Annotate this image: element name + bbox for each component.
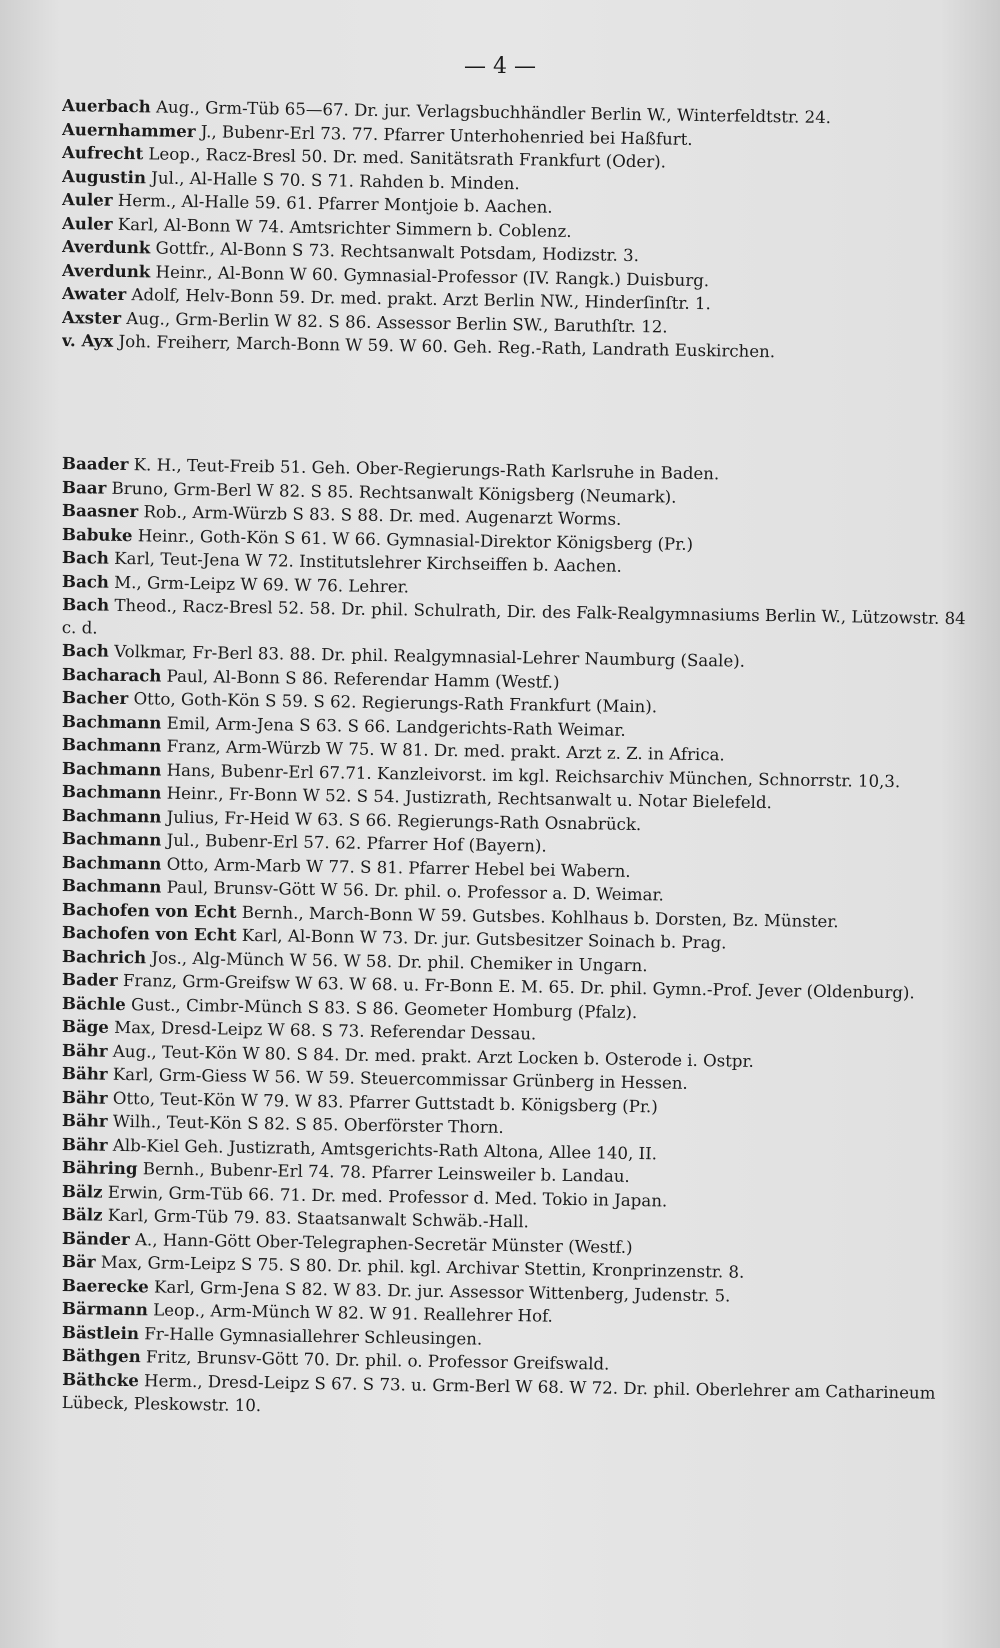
entry-detail: Joh. Freiherr, March-Bonn W 59. W 60. Geh. Reg.-Rath, Landrath Euskirchen. [118,331,776,362]
entry-detail: Aug., Grm-Berlin W 82. S 86. Assessor Berlin SW., Baruthſtr. 12. [126,308,668,337]
entry-detail: Karl, Grm-Tüb 79. 83. Staatsanwalt Schwäb.-Hall. [107,1205,530,1232]
entry-detail: Wilh., Teut-Kön S 82. S 85. Oberförster Thorn. [112,1111,504,1137]
entry-detail: Adolf, Helv-Bonn 59. Dr. med. prakt. Arzt Berlin NW., Hinderſinſtr. 1. [131,285,711,314]
entry-detail: Fr-Halle Gymnasiallehrer Schleusingen. [144,1323,483,1349]
entry-group-a [61,94,967,362]
entry-detail: Herm., Dresd-Leipz S 67. S 73. u. Grm-Berl W 68. W 72. Dr. phil. Oberlehrer am Catharineum Lübeck, Pleskowstr. 10. [61,1370,936,1415]
entry-surname: Bäthgen [61,1345,141,1367]
entry-detail: Aug., Teut-Kön W 80. S 84. Dr. med. prakt. Arzt Locken b. Osterode i. Ostpr. [112,1041,755,1071]
entry-surname: Bachmann [61,828,162,850]
entry-surname: Averdunk [61,236,151,258]
entry-detail: Otto, Teut-Kön W 79. W 83. Pfarrer Guttstadt b. Königsberg (Pr.) [112,1088,658,1116]
entry-surname: Bäthcke [62,1368,140,1390]
entry-detail: Otto, Goth-Kön S 59. S 62. Regierungs-Rath Frankfurt (Main). [133,689,658,717]
entry-surname: Bälz [61,1204,103,1225]
entry-detail: Rob., Arm-Würzb S 83. S 88. Dr. med. Augenarzt Worms. [143,502,622,529]
entry-surname: Bachofen von Echt [61,922,237,945]
entry-surname: Bär [61,1251,96,1272]
entry-detail: Jul., Bubenr-Erl 57. 62. Pfarrer Hof (Bayern). [166,830,547,856]
entry-surname: Bacharach [61,663,162,686]
entry-detail: Bernh., Bubenr-Erl 74. 78. Pfarrer Leinsweiler b. Landau. [142,1159,630,1186]
entry-surname: Bähr [61,1133,108,1155]
entry-detail: A., Hann-Gött Ober-Telegraphen-Secretär Münster (Westf.) [134,1229,633,1257]
entry-surname: Auler [61,212,113,234]
entry-detail: Hans, Bubenr-Erl 67.71. Kanzleivorst. im kgl. Reichsarchiv München, Schnorrstr. 10,3. [166,760,901,791]
entry-surname: Bach [61,640,110,661]
entry-detail: Theod., Racz-Bresl 52. 58. Dr. phil. Schulrath, Dir. des Falk-Realgymnasiums Berlin W., Lützowstr. 84 c. d. [61,595,966,638]
entry-surname: Bächle [61,992,126,1014]
entry-detail: Gottfr., Al-Bonn S 73. Rechtsanwalt Potsdam, Hodizstr. 3. [155,238,640,266]
entry-surname: Bachmann [61,757,162,780]
entry-detail: Max, Dresd-Leipz W 68. S 73. Referendar Dessau. [114,1017,537,1044]
entry-surname: Bärmann [61,1298,149,1320]
entry-group-b [62,452,967,1414]
entry-detail: J., Bubenr-Erl 73. 77. Pfarrer Unterhohenried bei Haßfurt. [200,121,693,149]
entry-surname: Axster [61,306,122,328]
entry-surname: Bader [61,969,118,990]
entry-detail: Franz, Arm-Würzb W 75. W 81. Dr. med. prakt. Arzt z. Z. in Africa. [166,736,725,765]
entry-surname: Bachmann [61,851,162,874]
entry-detail: Bernh., March-Bonn W 59. Gutsbes. Kohlhaus b. Dorsten, Bz. Münster. [241,902,839,931]
entry-detail: Karl, Grm-Jena S 82. W 83. Dr. jur. Assessor Wittenberg, Judenstr. 5. [153,1276,731,1305]
entry-detail: Bruno, Grm-Berl W 82. S 85. Rechtsanwalt Königsberg (Neumark). [111,478,677,507]
entry-detail: Volkmar, Fr-Berl 83. 88. Dr. phil. Realgymnasial-Lehrer Naumburg (Saale). [114,641,746,671]
entry-surname: Bälz [61,1180,103,1202]
entry-surname: Bacher [61,687,129,709]
entry-detail: Heinr., Goth-Kön S 61. W 66. Gymnasial-Direktor Königsberg (Pr.) [137,525,694,554]
entry-surname: Auler [61,189,113,210]
entry-surname: Augustin [61,165,147,187]
entry-surname: v. Ayx [61,330,114,351]
entry-surname: Bachmann [61,804,162,827]
entry-detail: M., Grm-Leipz W 69. W 76. Lehrer. [114,572,410,596]
entry-surname: Bachmann [61,781,162,803]
entry-surname: Baader [61,453,129,475]
entry-surname: Baerecke [61,1274,149,1296]
entry-detail: Franz, Grm-Greifsw W 63. W 68. u. Fr-Bonn E. M. 65. Dr. phil. Gymn.-Prof. Jever (Oldenburg). [122,970,915,1003]
entry-surname: Bästlein [61,1321,140,1343]
entry-detail: Karl, Grm-Giess W 56. W 59. Steuercommissar Grünberg in Hessen. [112,1064,688,1093]
entry-surname: Baar [61,476,107,498]
entry-surname: Bachmann [61,734,162,756]
entry-detail: Paul, Al-Bonn S 86. Referendar Hamm (Westf.) [166,666,560,692]
entry-detail: Aug., Grm-Tüb 65—67. Dr. jur. Verlagsbuchhändler Berlin W., Winterfeldtstr. 24. [155,97,832,128]
entry-surname: Awater [61,283,127,305]
entry-detail: Erwin, Grm-Tüb 66. 71. Dr. med. Professor d. Med. Tokio in Japan. [107,1182,668,1211]
entry-detail: Max, Grm-Leipz S 75. S 80. Dr. phil. kgl. Archivar Stettin, Kronprinzenstr. 8. [100,1252,745,1282]
entry-surname: Baasner [61,500,139,522]
entry-surname: Bachmann [61,875,162,897]
entry-detail: Fritz, Brunsv-Gött 70. Dr. phil. o. Professor Greifswald. [145,1347,610,1374]
entry-surname: Bach [61,570,110,592]
entry-detail: Leop., Arm-Münch W 82. W 91. Reallehrer Hof. [153,1300,554,1326]
entry-surname: Auernhammer [61,118,196,141]
entry-detail: Emil, Arm-Jena S 63. S 66. Landgerichts-Rath Weimar. [166,713,626,740]
entry-detail: Julius, Fr-Heid W 63. S 66. Regierungs-Rath Osnabrück. [166,807,642,834]
entry-surname: Bachmann [61,710,162,733]
entry-surname: Bähr [61,1110,108,1131]
entry-surname: Bäge [61,1016,110,1037]
entry-detail: Karl, Al-Bonn W 73. Dr. jur. Gutsbesitzer Soinach b. Prag. [241,925,727,953]
entry-surname: Bähr [61,1039,108,1061]
entry-surname: Averdunk [61,259,151,281]
entry-surname: Bachrich [61,945,147,967]
page-number: — 4 — [464,54,536,79]
entry-detail: Herm., Al-Halle 59. 61. Pfarrer Montjoie b. Aachen. [117,190,553,217]
entry-detail: Heinr., Fr-Bonn W 52. S 54. Justizrath, Rechtsanwalt u. Notar Bielefeld. [166,783,772,813]
entry-surname: Babuke [61,523,133,545]
entry-detail: Jul., Al-Halle S 70. S 71. Rahden b. Minden. [151,167,520,193]
entry-detail: Leop., Racz-Bresl 50. Dr. med. Sanitätsrath Frankfurt (Oder). [148,144,667,172]
entry-surname: Bähr [61,1086,108,1108]
entry-detail: Alb-Kiel Geh. Justizrath, Amtsgerichts-Rath Altona, Allee 140, II. [112,1135,658,1163]
entry-detail: Karl, Teut-Jena W 72. Institutslehrer Kirchseiffen b. Aachen. [114,548,622,576]
entry-detail: Heinr., Al-Bonn W 60. Gymnasial-Professor (IV. Rangk.) Duisburg. [155,261,710,290]
entry-surname: Aufrecht [61,142,144,164]
entry-detail: Gust., Cimbr-Münch S 83. S 86. Geometer Homburg (Pfalz). [130,994,638,1022]
entry-surname: Auerbach [61,95,151,117]
entry-detail: Paul, Brunsv-Gött W 56. Dr. phil. o. Professor a. D. Weimar. [166,877,664,905]
entry-surname: Bähr [61,1063,108,1084]
entry-surname: Bähring [61,1157,138,1179]
entry-detail: K. H., Teut-Freib 51. Geh. Ober-Regierungs-Rath Karlsruhe in Baden. [133,455,720,484]
entry-detail: Jos., Alg-Münch W 56. W 58. Dr. phil. Chemiker in Ungarn. [151,947,648,975]
entry-surname: Bänder [61,1227,130,1249]
entry-detail: Otto, Arm-Marb W 77. S 81. Pfarrer Hebel bei Wabern. [166,854,631,881]
entry-surname: Bach [62,594,110,615]
entry-surname: Bachofen von Echt [61,898,237,922]
entry-surname: Bach [61,547,110,568]
entry-detail: Karl, Al-Bonn W 74. Amtsrichter Simmern b. Coblenz. [117,214,572,241]
